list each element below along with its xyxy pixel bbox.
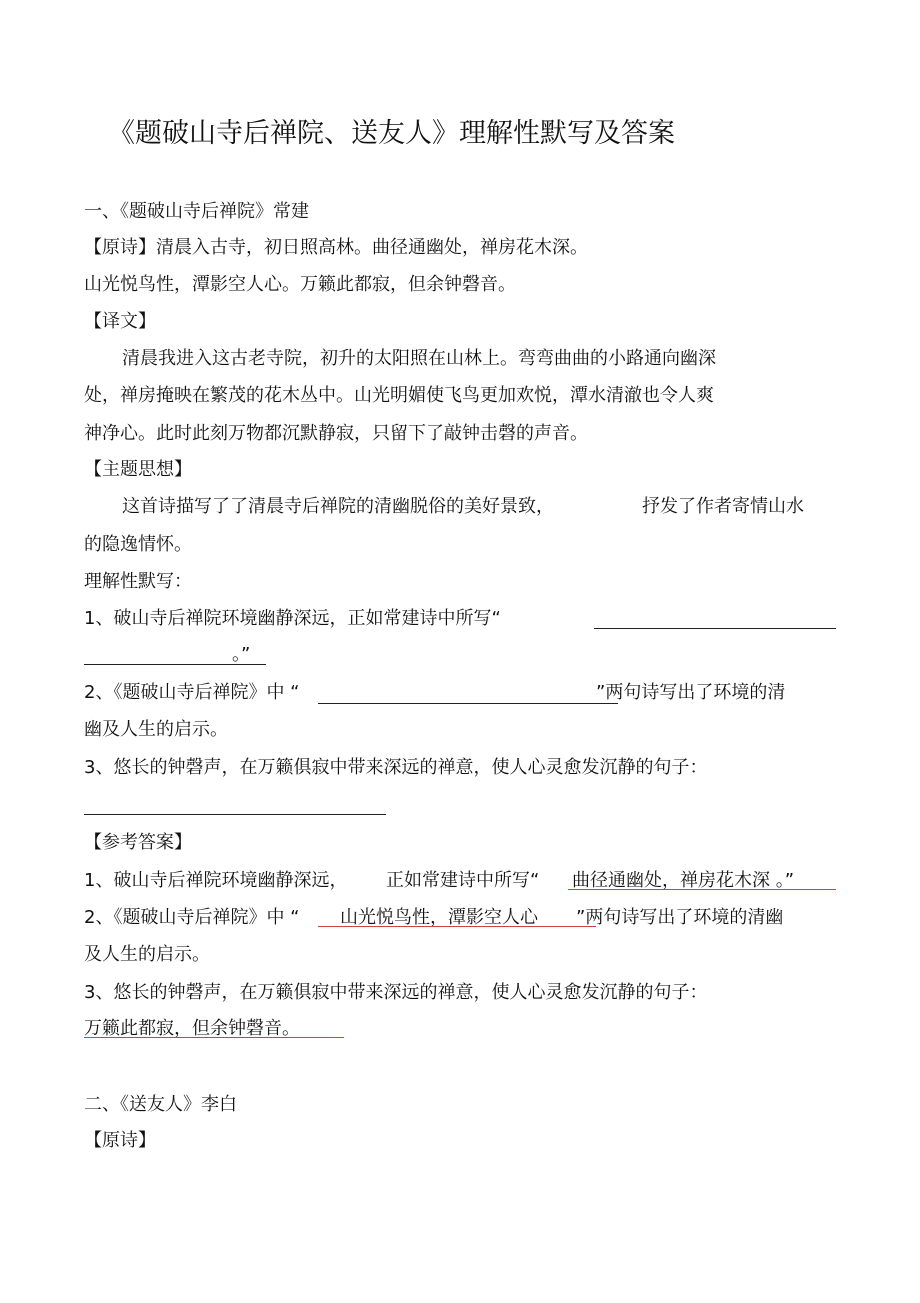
question-2-blank[interactable] — [318, 703, 618, 704]
answer-2-suffix: ”两句诗写出了环境的清幽 — [576, 907, 784, 928]
answer-3-text: 3、悠长的钟磬声，在万籁俱寂中带来深远的禅意，使人心灵愈发沉静的句子： — [84, 982, 708, 1003]
theme-label: 【主题思想】 — [84, 459, 192, 480]
question-2-text-end: ”两句诗写出了环境的清 — [596, 682, 786, 703]
question-1-text: 1、破山寺后禅院环境幽静深远，正如常建诗中所写“ — [84, 608, 501, 629]
question-3-text: 3、悠长的钟磬声，在万籁俱寂中带来深远的禅意，使人心灵愈发沉静的句子： — [84, 757, 708, 778]
dictation-label: 理解性默写： — [84, 571, 192, 592]
answers-label: 【参考答案】 — [84, 832, 192, 853]
answer-2-text: 山光悦鸟性，潭影空人心 — [340, 907, 538, 928]
section2-original-label: 【原诗】 — [84, 1130, 156, 1151]
answer-1-prefix: 1、破山寺后禅院环境幽静深远， — [84, 870, 348, 891]
translation-label: 【译文】 — [84, 311, 156, 332]
document-title: 《题破山寺后禅院、送友人》理解性默写及答案 — [108, 118, 675, 149]
answer-2-line2: 及人生的启示。 — [84, 944, 210, 965]
question-2-line2: 幽及人生的启示。 — [84, 719, 228, 740]
original-label: 【原诗】 — [84, 237, 156, 258]
answer-1-underline — [568, 889, 836, 890]
question-1-end: 。” — [232, 644, 251, 665]
answer-2-prefix: 2、《题破山寺后禅院》中 “ — [84, 907, 300, 928]
section1-heading: 一、《题破山寺后禅院》常建 — [84, 201, 309, 222]
section2-heading: 二、《送友人》李白 — [84, 1094, 237, 1115]
translation-line: 处，禅房掩映在繁茂的花木丛中。山光明媚使飞鸟更加欢悦，潭水清澈也令人爽 — [84, 385, 714, 406]
translation-line: 清晨我进入这古老寺院，初升的太阳照在山林上。弯弯曲曲的小路通向幽深 — [122, 348, 716, 369]
question-1-blank-a[interactable] — [594, 628, 836, 629]
question-2-text-start: 2、《题破山寺后禅院》中 “ — [84, 682, 300, 703]
theme-text-line2: 的隐逸情怀。 — [84, 534, 192, 555]
theme-text-part2: 抒发了作者寄情山水 — [642, 496, 804, 517]
original-poem-line1 — [84, 236, 588, 260]
original-text-line1: 清晨入古寺，初日照高林。曲径通幽处，禅房花木深。 — [156, 237, 588, 258]
translation-line: 神净心。此时此刻万物都沉默静寂，只留下了敲钟击磬的声音。 — [84, 423, 588, 444]
question-3-blank[interactable] — [84, 814, 386, 815]
original-poem-line2: 山光悦鸟性，潭影空人心。万籁此都寂，但余钟磬音。 — [84, 274, 516, 295]
answer-3-answer: 万籁此都寂，但余钟磬音。 — [84, 1018, 300, 1039]
answer-1-mid: 正如常建诗中所写“ — [386, 870, 540, 891]
answer-1-text: 曲径通幽处，禅房花木深 。” — [572, 870, 795, 891]
answer-3-underline — [84, 1037, 344, 1038]
answer-2-underline — [318, 926, 596, 927]
theme-text-part1: 这首诗描写了了清晨寺后禅院的清幽脱俗的美好景致， — [122, 496, 554, 517]
